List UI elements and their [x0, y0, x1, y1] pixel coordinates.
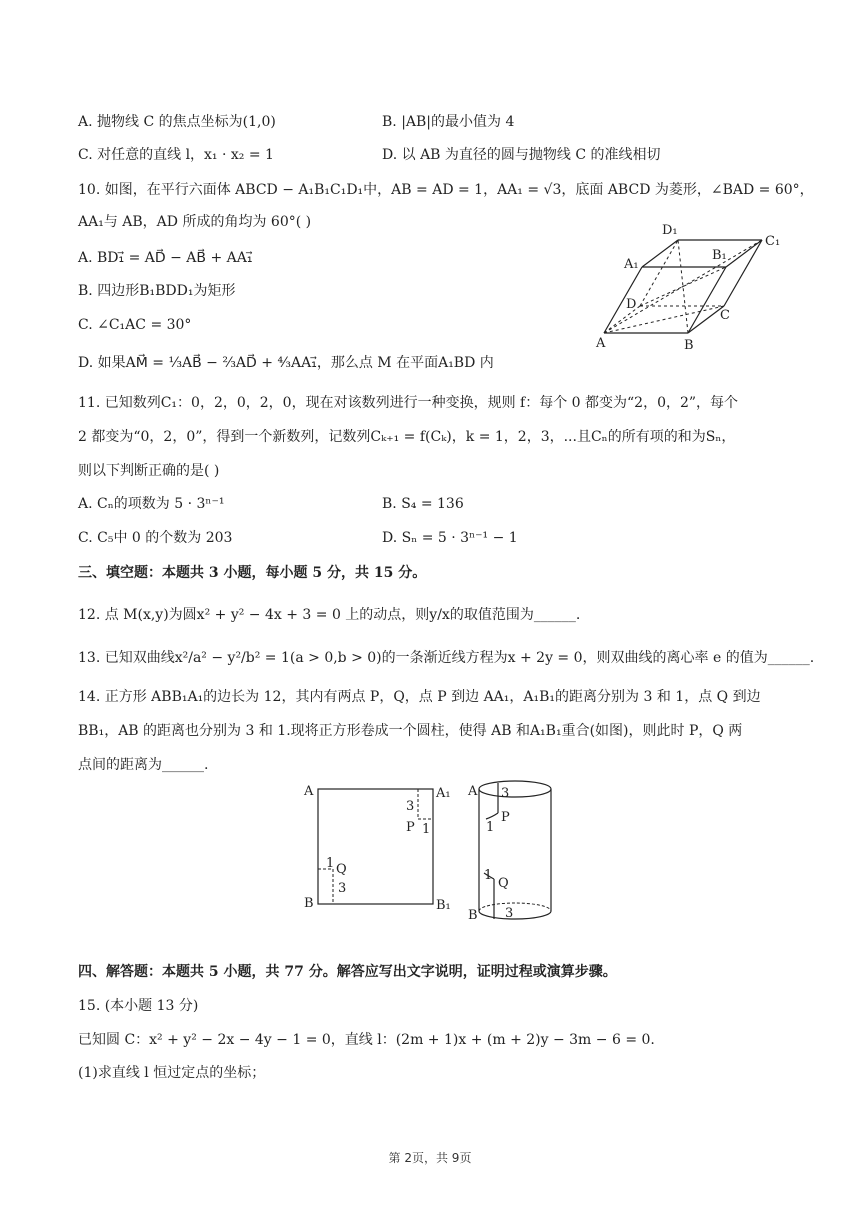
- label-a: A: [596, 336, 606, 351]
- square-cylinder-figure: [298, 775, 568, 925]
- q14-line2: BB₁，AB 的距离也分别为 3 和 1.现将正方形卷成一个圆柱，使得 AB 和A₁B₁重合(如图)，则此时 P，Q 两: [78, 723, 743, 739]
- cyl-label-q: Q: [498, 876, 509, 891]
- sq-label-p: P: [406, 820, 415, 835]
- q11-stem-line2: 2 都变为“0，2，0”，得到一个新数列，记数列Cₖ₊₁ = f(Cₖ)，k = 1，2，3，...且Cₙ的所有项的和为Sₙ，: [78, 429, 736, 445]
- cyl-label-b: B: [468, 908, 478, 923]
- q10-option-d: D. 如果AM⃗ = ⅓AB⃗ − ⅔AD⃗ + ⁴⁄₃AA₁⃗，那么点 M 在平面A₁BD 内: [78, 355, 494, 371]
- sq-label-q: Q: [336, 862, 347, 877]
- page-footer: 第 2页，共 9页: [388, 1151, 472, 1165]
- q12-text: 12. 点 M(x,y)为圆x² + y² − 4x + 3 = 0 上的动点，则y/x的取值范围为______.: [78, 607, 581, 623]
- q9-option-d: D. 以 AB 为直径的圆与抛物线 C 的准线相切: [382, 147, 661, 163]
- q11-option-d: D. Sₙ = 5 · 3ⁿ⁻¹ − 1: [382, 530, 518, 546]
- q11-option-a: A. Cₙ的项数为 5 · 3ⁿ⁻¹: [78, 496, 225, 512]
- label-c1: C₁: [765, 234, 781, 249]
- label-b: B: [684, 338, 694, 353]
- q15-header: 15. (本小题 13 分): [78, 998, 199, 1014]
- q15-given: 已知圆 C：x² + y² − 2x − 4y − 1 = 0，直线 l：(2m + 1)x + (m + 2)y − 3m − 6 = 0.: [78, 1032, 655, 1048]
- q11-option-c: C. C₅中 0 的个数为 203: [78, 530, 233, 546]
- label-d: D: [626, 297, 637, 312]
- q10-option-a: A. BD₁⃗ = AD⃗ − AB⃗ + AA₁⃗: [78, 250, 253, 266]
- cyl-label-3b: 3: [505, 906, 514, 921]
- q10-option-b: B. 四边形B₁BDD₁为矩形: [78, 283, 236, 299]
- sq-label-1a: 1: [422, 822, 431, 837]
- cyl-label-a: A: [468, 784, 478, 799]
- sq-label-b: B: [304, 896, 314, 911]
- sq-label-3b: 3: [338, 881, 347, 896]
- label-c: C: [720, 308, 730, 323]
- label-d1: D₁: [662, 223, 678, 238]
- sq-label-1b: 1: [326, 856, 335, 871]
- q11-stem-line3: 则以下判断正确的是( ): [78, 463, 220, 479]
- sq-label-b1: B₁: [436, 898, 451, 913]
- q13-text: 13. 已知双曲线x²/a² − y²/b² = 1(a > 0,b > 0)的一条渐近线方程为x + 2y = 0，则双曲线的离心率 e 的值为______.: [78, 650, 815, 666]
- q9-option-b: B. |AB|的最小值为 4: [382, 114, 515, 130]
- q14-line1: 14. 正方形 ABB₁A₁的边长为 12，其内有两点 P，Q，点 P 到边 AA₁，A₁B₁的距离分别为 3 和 1，点 Q 到边: [78, 689, 761, 705]
- q11-stem-line1: 11. 已知数列C₁：0，2，0，2，0，现在对该数列进行一种变换，规则 f：每个 0 都变为“2，0，2”，每个: [78, 395, 739, 411]
- q10-stem-line1: 10. 如图，在平行六面体 ABCD − A₁B₁C₁D₁中，AB = AD = 1，AA₁ = √3，底面 ABCD 为菱形，∠BAD = 60°，: [78, 182, 814, 198]
- parallelepiped-figure: [590, 215, 790, 355]
- q9-option-a: A. 抛物线 C 的焦点坐标为(1,0): [78, 114, 276, 130]
- sq-label-a1: A₁: [436, 786, 451, 801]
- section3-heading: 三、填空题：本题共 3 小题，每小题 5 分，共 15 分。: [78, 565, 427, 581]
- section4-heading: 四、解答题：本题共 5 小题，共 77 分。解答应写出文字说明，证明过程或演算步骤。: [78, 964, 617, 980]
- sq-label-a: A: [304, 784, 314, 799]
- label-a1: A₁: [624, 257, 639, 272]
- cyl-label-1b: 1: [484, 868, 493, 883]
- q14-line3: 点间的距离为______.: [78, 757, 209, 773]
- q15-part1: (1)求直线 l 恒过定点的坐标；: [78, 1065, 266, 1081]
- cyl-label-p: P: [501, 810, 510, 825]
- q11-option-b: B. S₄ = 136: [382, 496, 464, 512]
- sq-label-3a: 3: [406, 799, 415, 814]
- cyl-label-1a: 1: [486, 820, 495, 835]
- q9-option-c: C. 对任意的直线 l，x₁ · x₂ = 1: [78, 147, 274, 163]
- q10-option-c: C. ∠C₁AC = 30°: [78, 317, 192, 333]
- q10-stem-line2: AA₁与 AB，AD 所成的角均为 60°( ): [78, 214, 312, 230]
- label-b1: B₁: [712, 248, 727, 263]
- cyl-label-3a: 3: [501, 786, 510, 801]
